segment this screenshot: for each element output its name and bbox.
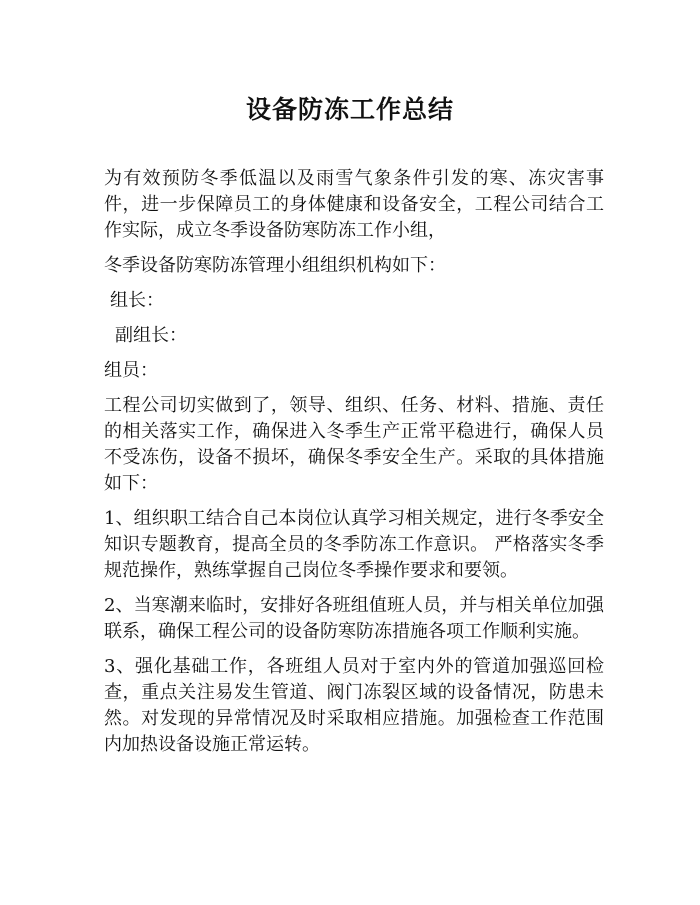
intro-paragraph: 为有效预防冬季低温以及雨雪气象条件引发的寒、冻灾害事件，进一步保障员工的身体健康和设备安全，工程公司结合工作实际，成立冬季设备防寒防冻工作小组，: [104, 168, 604, 241]
measure-item-1: 1、组织职工结合自己本岗位认真学习相关规定，进行冬季安全知识专题教育，提高全员的冬季防冻工作意识。 严格落实冬季规范操作，熟练掌握自己岗位冬季操作要求和要领。: [104, 508, 604, 581]
measure-item-2: 2、当寒潮来临时，安排好各班组值班人员，并与相关单位加强联系，确保工程公司的设备防寒防冻措施各项工作顺利实施。: [104, 595, 604, 642]
document-title: 设备防冻工作总结: [245, 95, 454, 124]
document-body: [104, 166, 604, 767]
group-leader-line: 组长：: [110, 290, 164, 311]
deputy-leader-line: 副组长：: [115, 325, 187, 346]
measure-item-3: 3、强化基础工作，各班组人员对于室内外的管道加强巡回检查，重点关注易发生管道、阀门冻裂区域的设备情况，防患未然。对发现的异常情况及时采取相应措施。加强检查工作范围内加热设备设施正常运转。: [104, 656, 604, 755]
group-members-line: 组员：: [104, 360, 158, 381]
organization-heading: 冬季设备防寒防冻管理小组组织机构如下：: [104, 255, 446, 276]
measures-intro-paragraph: 工程公司切实做到了，领导、组织、任务、材料、措施、责任的相关落实工作，确保进入冬季生产正常平稳进行，确保人员不受冻伤，设备不损坏，确保冬季安全生产。采取的具体措施如下：: [104, 395, 604, 494]
